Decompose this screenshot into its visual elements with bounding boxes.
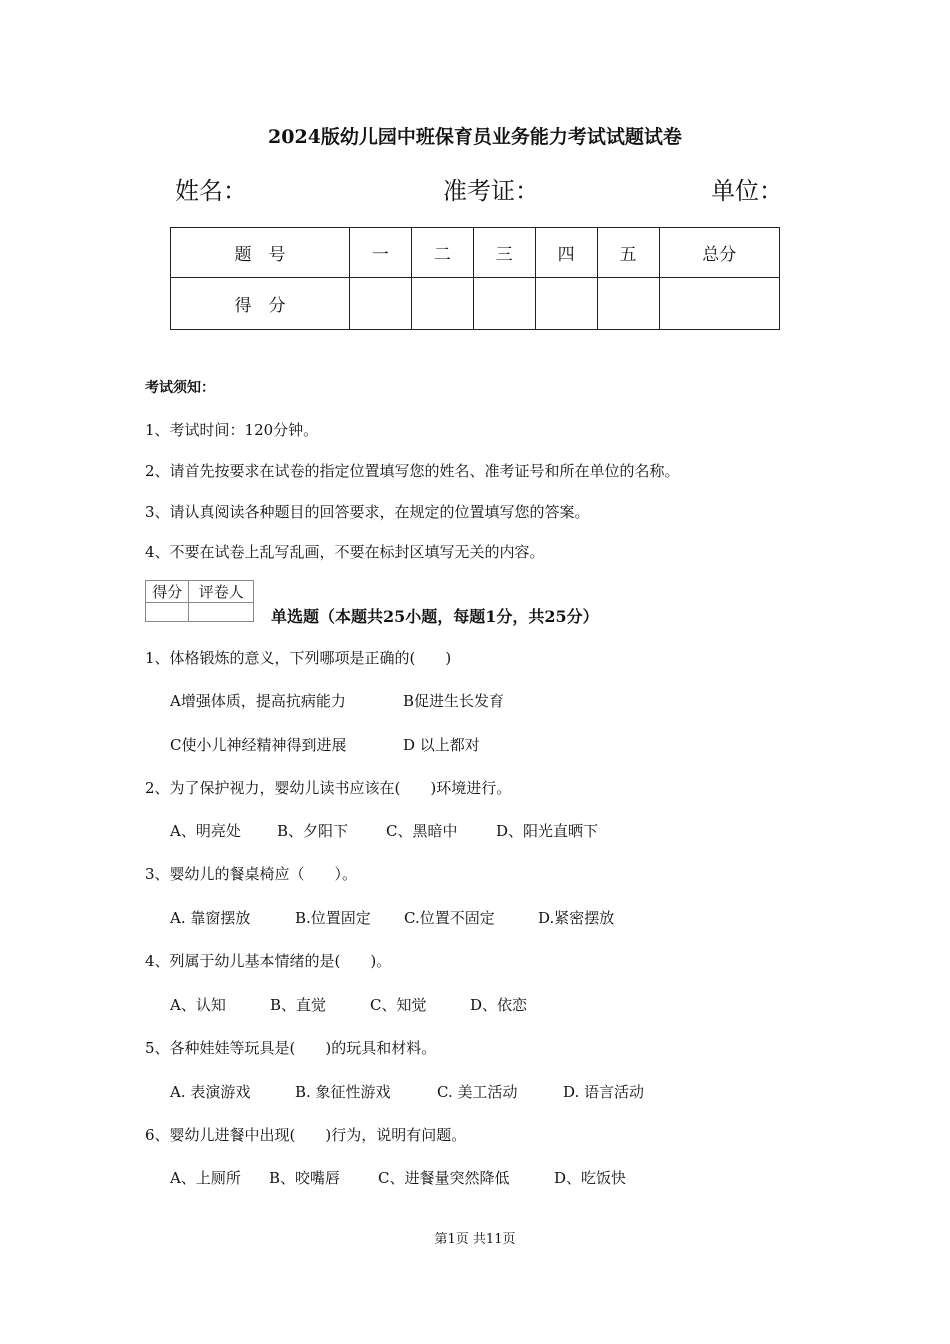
score-table-header-row (171, 228, 780, 278)
score-cell-total[interactable] (659, 278, 779, 330)
name-field-label: 姓名： (175, 177, 247, 205)
score-cell-2[interactable] (411, 278, 473, 330)
unit-field-label: 单位： (711, 177, 783, 205)
grader-score-cell[interactable] (146, 603, 189, 622)
notice-title: 考试须知： (145, 380, 215, 396)
question-5-options (170, 1081, 644, 1102)
question-6: 6、婴幼儿进餐中出现( )行为，说明有问题。 (145, 1126, 467, 1144)
score-table-col-3: 三 (473, 228, 535, 278)
option-b: B. 象征性游戏 (295, 1083, 391, 1101)
question-5: 5、各种娃娃等玩具是( )的玩具和材料。 (145, 1039, 437, 1057)
question-4-options (170, 994, 527, 1015)
option-a: A、认知 (170, 996, 226, 1014)
notice-item: 2、请首先按要求在试卷的指定位置填写您的姓名、准考证号和所在单位的名称。 (145, 462, 680, 480)
option-b: B.位置固定 (295, 909, 371, 927)
option-a: A、明亮处 (170, 822, 241, 840)
score-table-col-2: 二 (411, 228, 473, 278)
score-cell-5[interactable] (597, 278, 659, 330)
option-d: D 以上都对 (403, 736, 480, 754)
score-cell-4[interactable] (535, 278, 597, 330)
option-c: C.位置不固定 (404, 909, 495, 927)
notice-item: 1、考试时间：120分钟。 (145, 421, 319, 439)
option-a: A. 表演游戏 (170, 1083, 251, 1101)
score-table-col-4: 四 (535, 228, 597, 278)
score-table-score-row (171, 278, 780, 330)
option-c: C、黑暗中 (386, 822, 458, 840)
score-cell-3[interactable] (473, 278, 535, 330)
grader-score-label: 得分 (146, 581, 189, 603)
option-a: A增强体质，提高抗病能力 (170, 692, 346, 710)
score-table-col-5: 五 (597, 228, 659, 278)
option-d: D.紧密摆放 (538, 909, 615, 927)
score-table-col-1: 一 (349, 228, 411, 278)
grader-name-label: 评卷人 (189, 581, 254, 603)
option-c: C、知觉 (370, 996, 427, 1014)
exam-number-field-label: 准考证： (443, 177, 539, 205)
option-d: D、吃饭快 (554, 1169, 627, 1187)
score-table-col-total: 总分 (659, 228, 779, 278)
question-2: 2、为了保护视力，婴幼儿读书应该在( )环境进行。 (145, 779, 512, 797)
score-table (170, 227, 780, 330)
question-1-options-row-1 (170, 690, 504, 711)
question-4: 4、列属于幼儿基本情绪的是( )。 (145, 952, 392, 970)
page-footer: 第1页 共11页 (434, 1232, 516, 1247)
option-c: C、进餐量突然降低 (378, 1169, 510, 1187)
option-b: B、直觉 (270, 996, 327, 1014)
question-2-options (170, 820, 598, 841)
option-c: C. 美工活动 (437, 1083, 518, 1101)
option-d: D、阳光直晒下 (496, 822, 599, 840)
score-cell-1[interactable] (349, 278, 411, 330)
grader-name-cell[interactable] (189, 603, 254, 622)
score-table-header-label: 题 号 (171, 228, 350, 278)
question-3-options (170, 907, 614, 928)
section-title: 单选题（本题共25小题，每题1分，共25分） (271, 607, 599, 626)
option-a: A. 靠窗摆放 (170, 909, 251, 927)
score-table-score-label: 得 分 (171, 278, 350, 330)
option-c: C使小儿神经精神得到进展 (170, 736, 347, 754)
notice-item: 4、不要在试卷上乱写乱画，不要在标封区填写无关的内容。 (145, 543, 545, 561)
option-d: D. 语言活动 (563, 1083, 645, 1101)
option-b: B、夕阳下 (277, 822, 349, 840)
page-title: 2024版幼儿园中班保育员业务能力考试试题试卷 (268, 126, 682, 148)
notice-item: 3、请认真阅读各种题目的回答要求，在规定的位置填写您的答案。 (145, 503, 590, 521)
question-1: 1、体格锻炼的意义，下列哪项是正确的( ) (145, 649, 452, 667)
question-6-options (170, 1167, 626, 1188)
option-a: A、上厕所 (170, 1169, 241, 1187)
option-b: B、咬嘴唇 (269, 1169, 341, 1187)
option-b: B促进生长发育 (403, 692, 505, 710)
question-3: 3、婴幼儿的餐桌椅应（ ）。 (145, 865, 358, 883)
grader-box (145, 580, 254, 622)
option-d: D、依恋 (470, 996, 528, 1014)
question-1-options-row-2 (170, 734, 480, 755)
